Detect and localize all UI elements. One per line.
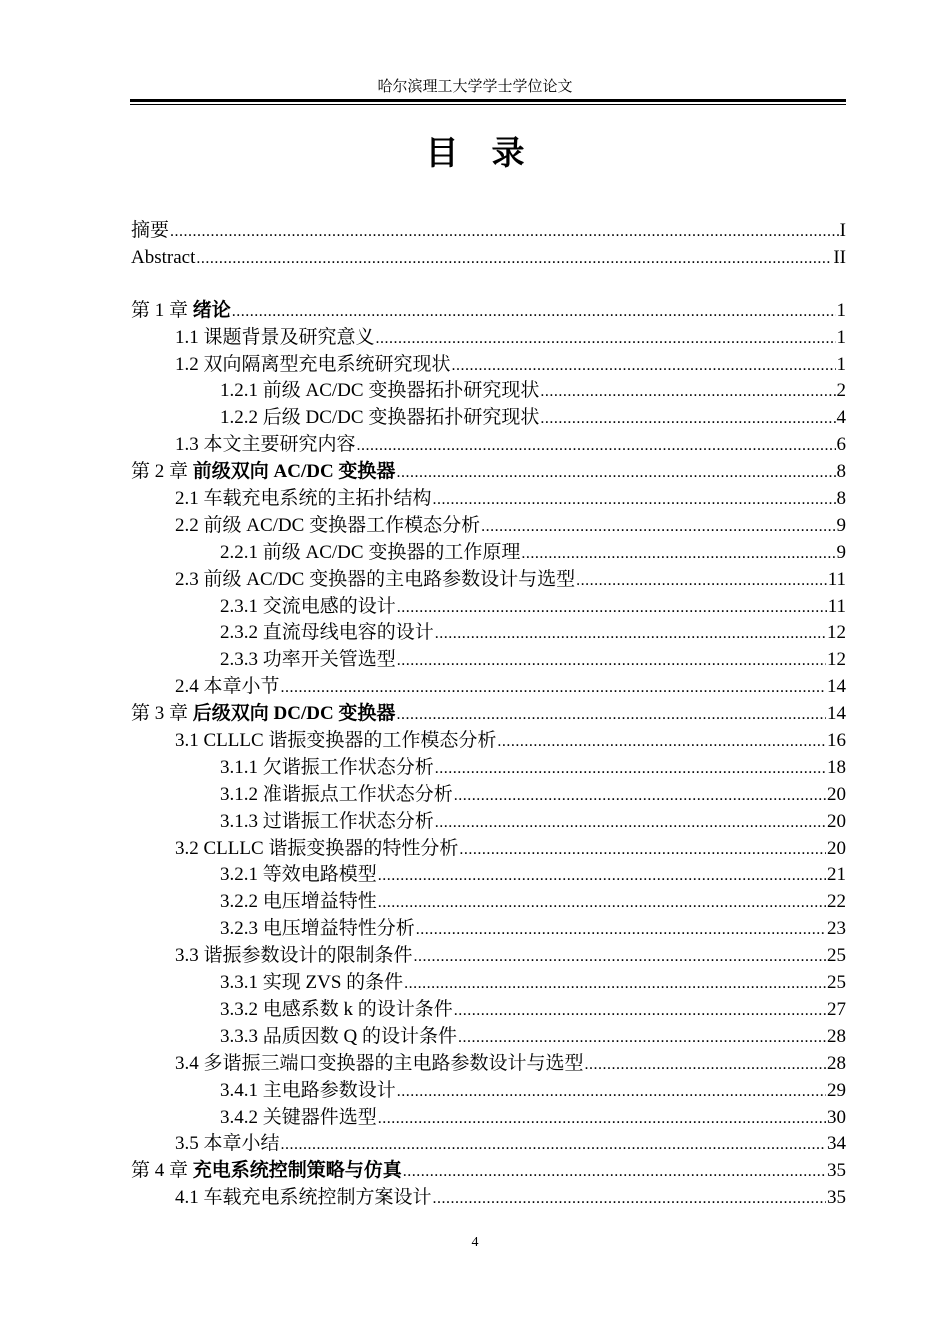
toc-entry-title: 2.3.3 功率开关管选型 (220, 649, 396, 671)
toc-dot-leader (378, 863, 826, 890)
toc-entry[interactable] (131, 1105, 846, 1132)
toc-dot-leader (481, 514, 835, 541)
toc-entry[interactable] (131, 486, 846, 513)
toc-page-number: 6 (836, 434, 846, 456)
toc-entry-title: 3.3.1 实现 ZVS 的条件 (220, 972, 404, 994)
toc-entry-title: 3.3.3 品质因数 Q 的设计条件 (220, 1025, 457, 1047)
toc-dot-leader (378, 890, 826, 917)
toc-entry-title: 3.2.1 等效电路模型 (220, 864, 377, 886)
toc-chapter-entry[interactable] (131, 701, 846, 728)
toc-entry[interactable] (131, 540, 846, 567)
toc-entry-title: 2.3.1 交流电感的设计 (220, 595, 396, 617)
toc-page-number: 30 (827, 1106, 846, 1128)
toc-chapter-entry[interactable] (131, 1158, 846, 1185)
toc-page-number: 25 (827, 972, 846, 994)
toc-entry-title: 3.2.3 电压增益特性分析 (220, 918, 415, 940)
toc-page-number: 34 (827, 1133, 846, 1155)
toc-entry-title: 1.2.2 后级 DC/DC 变换器拓扑研究现状 (220, 407, 540, 429)
toc-entry-title (131, 701, 395, 728)
toc-entry-title: 3.5 本章小结 (175, 1133, 280, 1155)
toc-entry[interactable] (131, 1051, 846, 1078)
toc-page-number: 29 (827, 1079, 846, 1101)
toc-entry-title: 1.2 双向隔离型充电系统研究现状 (175, 353, 451, 375)
toc-page-number: 9 (836, 541, 846, 563)
toc-entry-title: 3.4.2 关键器件选型 (220, 1106, 377, 1128)
toc-entry-title: 2.3.2 直流母线电容的设计 (220, 622, 434, 644)
toc-page-number: 12 (827, 649, 846, 671)
toc-dot-leader (170, 219, 839, 246)
toc-entry-title: 3.1.1 欠谐振工作状态分析 (220, 756, 434, 778)
toc-entry[interactable] (131, 943, 846, 970)
toc-chapter-entry[interactable] (131, 298, 846, 325)
page-header: 哈尔滨理工大学学士学位论文 (377, 79, 573, 95)
toc-entry[interactable] (131, 836, 846, 863)
toc-entry-title: 3.1.2 准谐振点工作状态分析 (220, 783, 453, 805)
toc-dot-leader (396, 702, 826, 729)
toc-page-number: 11 (827, 595, 846, 617)
toc-page-number: 14 (827, 703, 846, 725)
toc-entry[interactable] (131, 352, 846, 379)
toc-dot-leader (281, 675, 826, 702)
toc-page-number: 35 (827, 1187, 846, 1209)
toc-dot-leader (397, 1079, 826, 1106)
toc-entry[interactable] (131, 378, 846, 405)
toc-page-number: 8 (836, 461, 846, 483)
toc-page-number: 4 (836, 407, 846, 429)
toc-dot-leader (454, 783, 826, 810)
toc-dot-leader (540, 379, 835, 406)
toc-page-number: 1 (836, 326, 846, 348)
toc-entry-title: 1.2.1 前级 AC/DC 变换器拓扑研究现状 (220, 380, 540, 402)
toc-dot-leader (435, 756, 826, 783)
toc-chapter-number: 第 2 章 (131, 461, 189, 483)
toc-page-number: 21 (827, 864, 846, 886)
toc-dot-leader (404, 971, 826, 998)
toc-entry[interactable] (131, 916, 846, 943)
toc-entry-title: 3.1 CLLLC 谐振变换器的工作模态分析 (175, 730, 497, 752)
toc-entry[interactable] (131, 1024, 846, 1051)
toc-entry-title: Abstract (131, 246, 196, 268)
toc-entry-title: 2.3 前级 AC/DC 变换器的主电路参数设计与选型 (175, 568, 576, 590)
toc-page-number: I (839, 220, 846, 241)
toc-page-number: 1 (836, 299, 846, 321)
toc-entry[interactable] (131, 647, 846, 674)
toc-dot-leader (403, 1159, 826, 1186)
toc-entry[interactable] (131, 218, 846, 245)
table-of-contents (131, 218, 846, 1212)
toc-entry[interactable] (131, 245, 846, 272)
header-rule-thick (130, 99, 846, 102)
toc-entry[interactable] (131, 1078, 846, 1105)
toc-page-number: 2 (836, 380, 846, 402)
toc-entry-title: 3.3.2 电感系数 k 的设计条件 (220, 998, 453, 1020)
toc-dot-leader (435, 621, 826, 648)
toc-dot-leader (397, 595, 827, 622)
toc-chapter-title: 后级双向 DC/DC 变换器 (192, 703, 396, 725)
toc-page-number: 8 (836, 488, 846, 510)
toc-entry[interactable] (131, 432, 846, 459)
toc-page-number: 20 (827, 783, 846, 805)
toc-dot-leader (416, 917, 826, 944)
toc-page-number: 20 (827, 837, 846, 859)
page-number: 4 (471, 1235, 479, 1250)
toc-page-number: 11 (827, 568, 846, 590)
toc-page-number: 12 (827, 622, 846, 644)
toc-dot-leader (378, 1106, 826, 1133)
toc-dot-leader (576, 568, 827, 595)
toc-dot-leader (585, 1052, 826, 1079)
toc-page-number: 20 (827, 810, 846, 832)
toc-entry[interactable] (131, 782, 846, 809)
toc-entry[interactable] (131, 970, 846, 997)
toc-entry-title: 3.2 CLLLC 谐振变换器的特性分析 (175, 837, 459, 859)
toc-entry-title (131, 1158, 402, 1185)
toc-entry-title: 3.1.3 过谐振工作状态分析 (220, 810, 434, 832)
toc-page-number: 28 (827, 1052, 846, 1074)
toc-entry-title (131, 459, 395, 486)
toc-dot-leader (396, 460, 835, 487)
toc-entry-title: 2.4 本章小节 (175, 676, 280, 698)
page-title: 目 录 (425, 133, 525, 172)
toc-page-number: 9 (836, 514, 846, 536)
toc-entry-title: 3.4 多谐振三端口变换器的主电路参数设计与选型 (175, 1052, 584, 1074)
toc-entry[interactable] (131, 594, 846, 621)
toc-dot-leader (414, 944, 826, 971)
toc-dot-leader (459, 837, 826, 864)
toc-entry-title: 3.2.2 电压增益特性 (220, 891, 377, 913)
toc-page-number: 18 (827, 756, 846, 778)
toc-dot-leader (433, 1186, 826, 1213)
toc-page-number: 23 (827, 918, 846, 940)
toc-entry[interactable] (131, 1185, 846, 1212)
toc-entry-title: 1.3 本文主要研究内容 (175, 434, 356, 456)
toc-dot-leader (376, 326, 836, 353)
toc-entry[interactable] (131, 674, 846, 701)
toc-chapter-title: 绪论 (192, 299, 231, 321)
toc-chapter-number: 第 4 章 (131, 1160, 189, 1182)
toc-entry-title (131, 298, 231, 325)
toc-dot-leader (196, 246, 832, 273)
toc-dot-leader (497, 729, 826, 756)
toc-page-number: 25 (827, 945, 846, 967)
toc-dot-leader (357, 433, 836, 460)
toc-dot-leader (281, 1132, 826, 1159)
header-rule-thin (130, 104, 846, 105)
toc-entry[interactable] (131, 728, 846, 755)
toc-chapter-title: 充电系统控制策略与仿真 (192, 1160, 402, 1182)
toc-entry-title: 2.2 前级 AC/DC 变换器工作模态分析 (175, 514, 481, 536)
toc-page-number: 35 (827, 1160, 846, 1182)
toc-page-number: 22 (827, 891, 846, 913)
toc-dot-leader (397, 648, 826, 675)
toc-chapter-entry[interactable] (131, 459, 846, 486)
toc-dot-leader (521, 541, 835, 568)
toc-entry-title: 1.1 课题背景及研究意义 (175, 326, 375, 348)
toc-entry[interactable] (131, 325, 846, 352)
toc-entry-title: 2.2.1 前级 AC/DC 变换器的工作原理 (220, 541, 521, 563)
toc-dot-leader (458, 1025, 826, 1052)
toc-page-number: 1 (836, 353, 846, 375)
toc-page-number: II (833, 246, 846, 268)
toc-dot-leader (540, 406, 835, 433)
toc-entry[interactable] (131, 405, 846, 432)
toc-entry-title: 3.3 谐振参数设计的限制条件 (175, 945, 413, 967)
toc-entry-title: 2.1 车载充电系统的主拓扑结构 (175, 488, 432, 510)
toc-entry-title: 3.4.1 主电路参数设计 (220, 1079, 396, 1101)
toc-entry[interactable] (131, 755, 846, 782)
toc-dot-leader (454, 998, 826, 1025)
toc-page-number: 16 (827, 730, 846, 752)
toc-entry-title: 4.1 车载充电系统控制方案设计 (175, 1187, 432, 1209)
toc-dot-leader (452, 353, 836, 380)
toc-dot-leader (232, 299, 836, 326)
toc-page-number: 14 (827, 676, 846, 698)
toc-entry[interactable] (131, 889, 846, 916)
toc-entry[interactable] (131, 862, 846, 889)
toc-entry[interactable] (131, 513, 846, 540)
toc-chapter-number: 第 3 章 (131, 703, 189, 725)
toc-entry[interactable] (131, 1131, 846, 1158)
toc-dot-leader (435, 810, 826, 837)
toc-chapter-number: 第 1 章 (131, 299, 189, 321)
toc-entry[interactable] (131, 567, 846, 594)
toc-dot-leader (433, 487, 836, 514)
toc-chapter-title: 前级双向 AC/DC 变换器 (192, 461, 396, 483)
toc-page-number: 27 (827, 998, 846, 1020)
toc-entry[interactable] (131, 620, 846, 647)
toc-entry[interactable] (131, 809, 846, 836)
toc-page-number: 28 (827, 1025, 846, 1047)
toc-entry-title: 摘要 (131, 220, 170, 241)
toc-entry[interactable] (131, 997, 846, 1024)
